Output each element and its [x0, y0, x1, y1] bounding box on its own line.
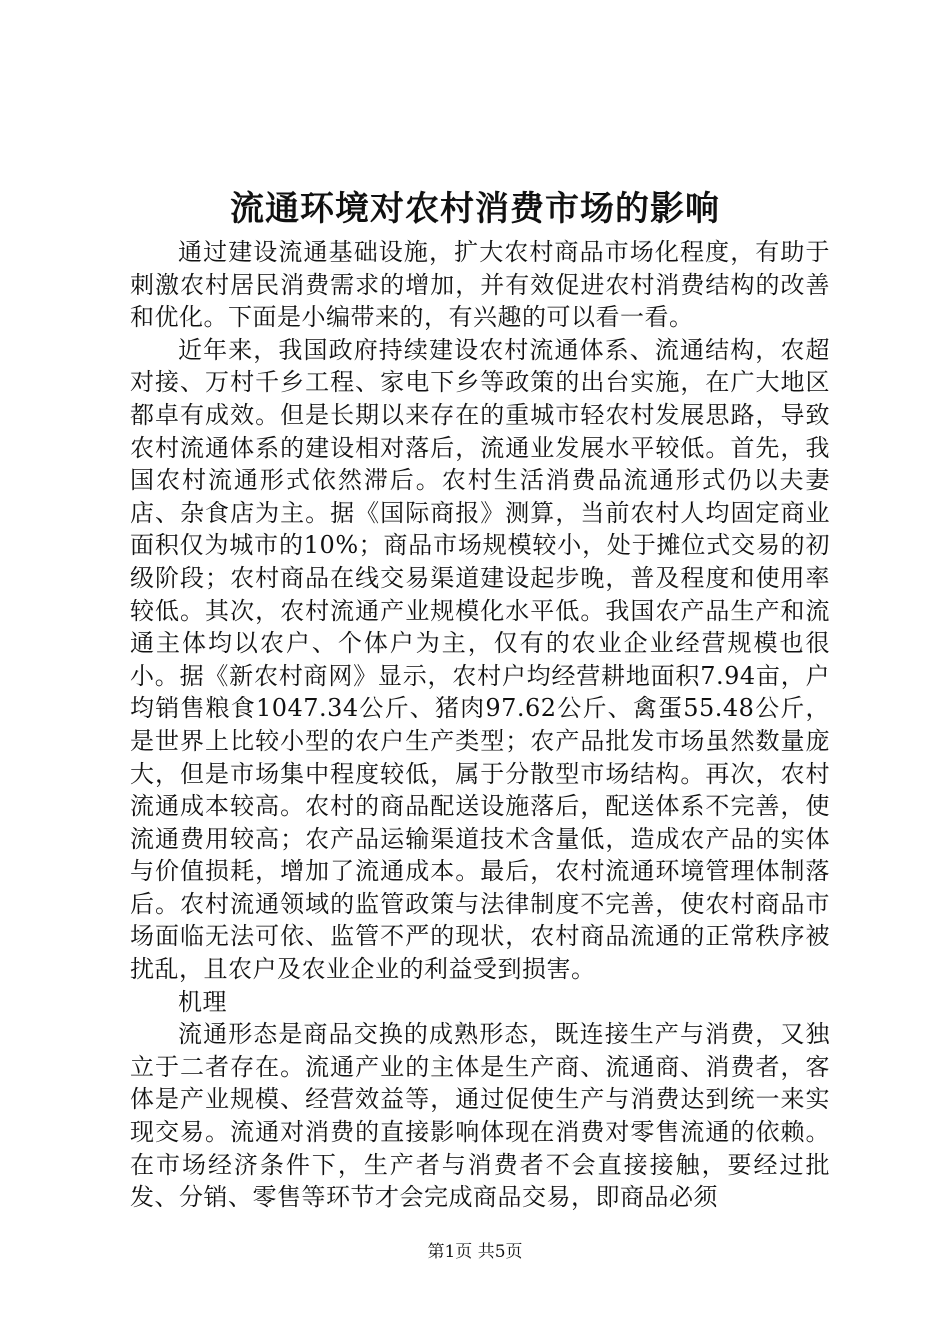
paragraph-intro: 通过建设流通基础设施，扩大农村商品市场化程度，有助于刺激农村居民消费需求的增加，并有效促进农村消费结构的改善和优化。下面是小编带来的，有兴趣的可以看一看。: [130, 238, 830, 332]
page-footer: 第1页 共5页: [427, 1242, 523, 1262]
document-title: 流通环境对农村消费市场的影响: [230, 189, 720, 229]
section-heading-mechanism: 机理: [178, 987, 227, 1016]
paragraph-background: 近年来，我国政府持续建设农村流通体系、流通结构，农超对接、万村千乡工程、家电下乡等政策的出台实施，在广大地区都卓有成效。但是长期以来存在的重城市轻农村发展思路，导致农村流通体系的建设相对落后，流通业发展水平较低。首先，我国农村流通形式依然滞后。农村生活消费品流通形式仍以夫妻店、杂食店为主。据《国际商报》测算，当前农村人均固定商业面积仅为城市的10%；商品市场规模较小，处于摊位式交易的初级阶段；农村商品在线交易渠道建设起步晚，普及程度和使用率较低。其次，农村流通产业规模化水平低。我国农产品生产和流通主体均以农户、个体户为主，仅有的农业企业经营规模也很小。据《新农村商网》显示，农村户均经营耕地面积7.94亩，户均销售粮食1047.34公斤、猪肉97.62公斤、禽蛋55.48公斤，是世界上比较小型的农户生产类型；农产品批发市场虽然数量庞大，但是市场集中程度较低，属于分散型市场结构。再次，农村流通成本较高。农村的商品配送设施落后，配送体系不完善，使流通费用较高；农产品运输渠道技术含量低，造成农产品的实体与价值损耗，增加了流通成本。最后，农村流通环境管理体制落后。农村流通领域的监管政策与法律制度不完善，使农村商品市场面临无法可依、监管不严的现状，农村商品流通的正常秩序被扰乱，且农户及农业企业的利益受到损害。: [130, 335, 830, 984]
document-body: [130, 236, 830, 1214]
paragraph-mechanism: 流通形态是商品交换的成熟形态，既连接生产与消费，又独立于二者存在。流通产业的主体是生产商、流通商、消费者，客体是产业规模、经营效益等，通过促使生产与消费达到统一来实现交易。流通对消费的直接影响体现在消费对零售流通的依赖。在市场经济条件下，生产者与消费者不会直接接触，要经过批发、分销、零售等环节才会完成商品交易，即商品必须: [130, 1020, 830, 1212]
